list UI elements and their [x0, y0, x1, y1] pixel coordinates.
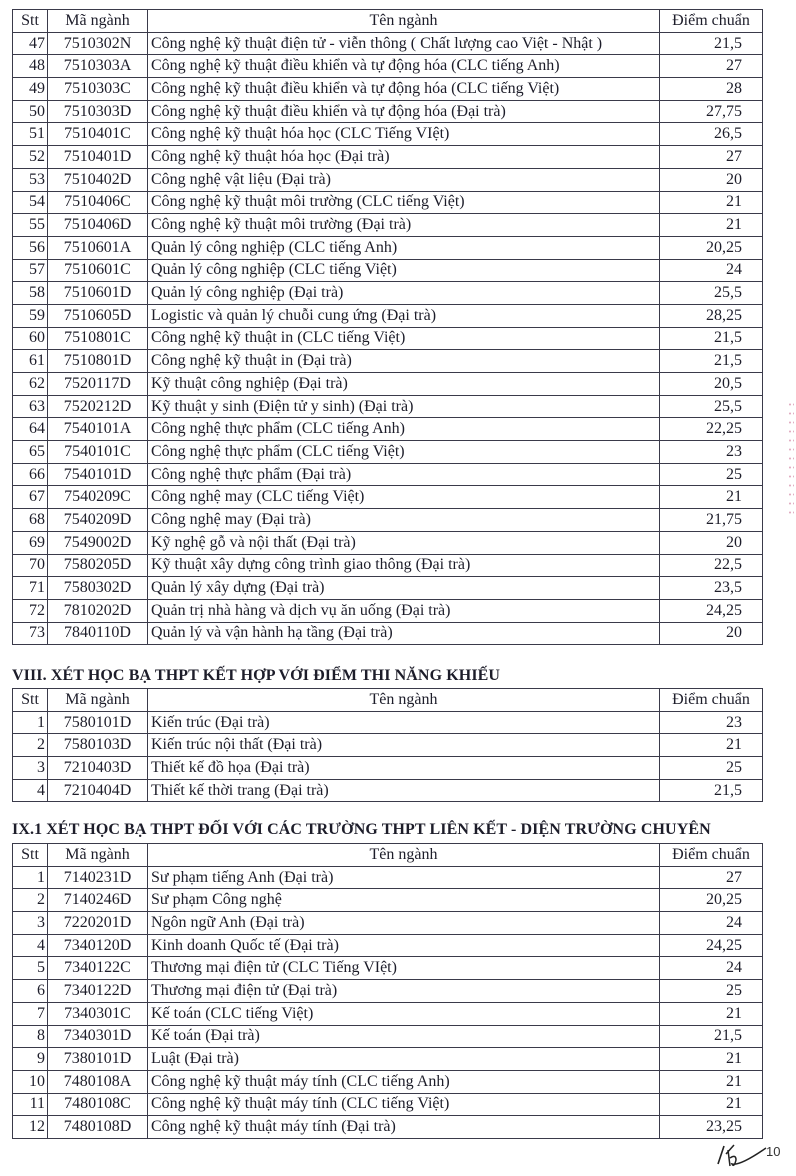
row-code: 7510601C — [48, 259, 148, 282]
row-code: 7520212D — [48, 395, 148, 418]
row-stt: 8 — [13, 1025, 48, 1048]
stamp-mark — [788, 400, 794, 520]
admission-table-ix1 — [12, 843, 763, 1139]
table-row — [13, 191, 763, 214]
row-code: 7140231D — [48, 866, 148, 889]
table-row — [13, 577, 763, 600]
row-code: 7549002D — [48, 531, 148, 554]
row-code: 7210404D — [48, 779, 148, 802]
table-row — [13, 373, 763, 396]
row-code: 7140246D — [48, 889, 148, 912]
row-stt: 49 — [13, 78, 48, 101]
row-score: 24 — [660, 912, 763, 935]
row-score: 25 — [660, 463, 763, 486]
row-stt: 7 — [13, 1002, 48, 1025]
row-name: Quản lý công nghiệp (CLC tiếng Anh) — [148, 236, 660, 259]
row-stt: 52 — [13, 146, 48, 169]
row-score: 27,75 — [660, 100, 763, 123]
row-score: 26,5 — [660, 123, 763, 146]
table-row — [13, 32, 763, 55]
row-name: Kiến trúc nội thất (Đại trà) — [148, 734, 660, 757]
table-row — [13, 934, 763, 957]
row-code: 7540101D — [48, 463, 148, 486]
row-score: 21 — [660, 191, 763, 214]
table-row — [13, 599, 763, 622]
row-stt: 50 — [13, 100, 48, 123]
table-row — [13, 734, 763, 757]
row-code: 7510402D — [48, 168, 148, 191]
row-stt: 53 — [13, 168, 48, 191]
table-row — [13, 711, 763, 734]
row-code: 7510303A — [48, 55, 148, 78]
table-row — [13, 55, 763, 78]
row-score: 20,25 — [660, 236, 763, 259]
row-name: Kỹ nghệ gỗ và nội thất (Đại trà) — [148, 531, 660, 554]
row-stt: 63 — [13, 395, 48, 418]
row-name: Kỹ thuật y sinh (Điện tử y sinh) (Đại trà) — [148, 395, 660, 418]
table-header-row — [13, 844, 763, 867]
header-stt: Stt — [13, 844, 48, 867]
table-row — [13, 554, 763, 577]
row-name: Công nghệ kỹ thuật in (Đại trà) — [148, 350, 660, 373]
row-code: 7480108D — [48, 1116, 148, 1139]
row-score: 24 — [660, 259, 763, 282]
row-name: Công nghệ may (Đại trà) — [148, 509, 660, 532]
row-name: Công nghệ kỹ thuật điều khiển và tự động hóa (CLC tiếng Việt) — [148, 78, 660, 101]
row-code: 7510601A — [48, 236, 148, 259]
row-code: 7340301C — [48, 1002, 148, 1025]
row-code: 7510401C — [48, 123, 148, 146]
row-code: 7540101A — [48, 418, 148, 441]
row-stt: 60 — [13, 327, 48, 350]
row-score: 21 — [660, 486, 763, 509]
row-score: 28,25 — [660, 304, 763, 327]
row-name: Quản lý xây dựng (Đại trà) — [148, 577, 660, 600]
row-score: 20 — [660, 168, 763, 191]
row-score: 22,5 — [660, 554, 763, 577]
row-score: 21,5 — [660, 327, 763, 350]
row-code: 7480108A — [48, 1070, 148, 1093]
row-stt: 71 — [13, 577, 48, 600]
row-name: Thiết kế đồ họa (Đại trà) — [148, 757, 660, 780]
row-stt: 51 — [13, 123, 48, 146]
table-row — [13, 304, 763, 327]
row-name: Công nghệ kỹ thuật môi trường (CLC tiếng Việt) — [148, 191, 660, 214]
table-row — [13, 214, 763, 237]
row-stt: 10 — [13, 1070, 48, 1093]
table-row — [13, 889, 763, 912]
row-score: 23,25 — [660, 1116, 763, 1139]
admission-table-viii — [12, 688, 763, 802]
header-stt: Stt — [13, 10, 48, 33]
row-score: 21,5 — [660, 779, 763, 802]
table-row — [13, 622, 763, 645]
row-name: Công nghệ kỹ thuật môi trường (Đại trà) — [148, 214, 660, 237]
row-code: 7510801C — [48, 327, 148, 350]
row-stt: 73 — [13, 622, 48, 645]
table-row — [13, 1025, 763, 1048]
table-row — [13, 1093, 763, 1116]
row-name: Công nghệ thực phẩm (CLC tiếng Việt) — [148, 441, 660, 464]
row-code: 7510303D — [48, 100, 148, 123]
row-code: 7220201D — [48, 912, 148, 935]
table-row — [13, 168, 763, 191]
header-code: Mã ngành — [48, 844, 148, 867]
row-stt: 4 — [13, 779, 48, 802]
row-name: Kế toán (Đại trà) — [148, 1025, 660, 1048]
row-stt: 72 — [13, 599, 48, 622]
header-stt: Stt — [13, 689, 48, 712]
row-score: 23,5 — [660, 577, 763, 600]
row-score: 27 — [660, 55, 763, 78]
table-row — [13, 957, 763, 980]
row-code: 7510406C — [48, 191, 148, 214]
table-header-row — [13, 10, 763, 33]
row-name: Kinh doanh Quốc tế (Đại trà) — [148, 934, 660, 957]
table-row — [13, 146, 763, 169]
row-stt: 48 — [13, 55, 48, 78]
row-name: Công nghệ vật liệu (Đại trà) — [148, 168, 660, 191]
row-name: Sư phạm tiếng Anh (Đại trà) — [148, 866, 660, 889]
row-name: Kỹ thuật công nghiệp (Đại trà) — [148, 373, 660, 396]
row-score: 20,25 — [660, 889, 763, 912]
row-code: 7340301D — [48, 1025, 148, 1048]
row-stt: 65 — [13, 441, 48, 464]
row-score: 21,5 — [660, 32, 763, 55]
row-score: 21,75 — [660, 509, 763, 532]
table-row — [13, 395, 763, 418]
row-stt: 3 — [13, 757, 48, 780]
table-row — [13, 486, 763, 509]
row-stt: 55 — [13, 214, 48, 237]
table-row — [13, 1070, 763, 1093]
row-score: 21,5 — [660, 350, 763, 373]
row-stt: 58 — [13, 282, 48, 305]
row-score: 25 — [660, 757, 763, 780]
row-name: Quản lý công nghiệp (CLC tiếng Việt) — [148, 259, 660, 282]
row-stt: 69 — [13, 531, 48, 554]
row-stt: 4 — [13, 934, 48, 957]
signature-icon — [712, 1142, 768, 1170]
row-stt: 68 — [13, 509, 48, 532]
table-row — [13, 757, 763, 780]
table-row — [13, 327, 763, 350]
row-stt: 57 — [13, 259, 48, 282]
row-stt: 54 — [13, 191, 48, 214]
row-stt: 64 — [13, 418, 48, 441]
table-row — [13, 123, 763, 146]
row-name: Sư phạm Công nghệ — [148, 889, 660, 912]
row-name: Quản trị nhà hàng và dịch vụ ăn uống (Đại trà) — [148, 599, 660, 622]
header-name: Tên ngành — [148, 844, 660, 867]
table-row — [13, 418, 763, 441]
row-stt: 59 — [13, 304, 48, 327]
row-stt: 9 — [13, 1048, 48, 1071]
table-row — [13, 980, 763, 1003]
table-row — [13, 1002, 763, 1025]
table-row — [13, 463, 763, 486]
row-name: Kiến trúc (Đại trà) — [148, 711, 660, 734]
row-code: 7540209D — [48, 509, 148, 532]
row-stt: 6 — [13, 980, 48, 1003]
row-name: Công nghệ may (CLC tiếng Việt) — [148, 486, 660, 509]
row-name: Công nghệ kỹ thuật máy tính (CLC tiếng Anh) — [148, 1070, 660, 1093]
row-stt: 5 — [13, 957, 48, 980]
row-code: 7540209C — [48, 486, 148, 509]
row-stt: 1 — [13, 866, 48, 889]
header-name: Tên ngành — [148, 10, 660, 33]
page-number: 10 — [766, 1144, 781, 1159]
table-row — [13, 441, 763, 464]
row-score: 25,5 — [660, 282, 763, 305]
row-name: Thiết kế thời trang (Đại trà) — [148, 779, 660, 802]
row-code: 7580205D — [48, 554, 148, 577]
header-code: Mã ngành — [48, 10, 148, 33]
row-score: 25 — [660, 980, 763, 1003]
row-code: 7840110D — [48, 622, 148, 645]
row-code: 7580103D — [48, 734, 148, 757]
row-code: 7510302N — [48, 32, 148, 55]
row-name: Công nghệ thực phẩm (CLC tiếng Anh) — [148, 418, 660, 441]
row-code: 7510801D — [48, 350, 148, 373]
row-stt: 62 — [13, 373, 48, 396]
row-code: 7510303C — [48, 78, 148, 101]
header-code: Mã ngành — [48, 689, 148, 712]
row-stt: 2 — [13, 734, 48, 757]
row-stt: 66 — [13, 463, 48, 486]
row-code: 7520117D — [48, 373, 148, 396]
row-score: 22,25 — [660, 418, 763, 441]
row-stt: 67 — [13, 486, 48, 509]
row-code: 7540101C — [48, 441, 148, 464]
table-row — [13, 100, 763, 123]
row-score: 20 — [660, 622, 763, 645]
table-row — [13, 509, 763, 532]
row-stt: 2 — [13, 889, 48, 912]
row-score: 24,25 — [660, 934, 763, 957]
row-score: 21 — [660, 1070, 763, 1093]
row-stt: 3 — [13, 912, 48, 935]
row-code: 7510605D — [48, 304, 148, 327]
row-stt: 47 — [13, 32, 48, 55]
header-score: Điểm chuẩn — [660, 844, 763, 867]
row-name: Công nghệ kỹ thuật máy tính (Đại trà) — [148, 1116, 660, 1139]
row-score: 21 — [660, 1048, 763, 1071]
row-score: 28 — [660, 78, 763, 101]
table-row — [13, 1048, 763, 1071]
row-score: 24,25 — [660, 599, 763, 622]
table-header-row — [13, 689, 763, 712]
row-stt: 61 — [13, 350, 48, 373]
table-row — [13, 259, 763, 282]
table-row — [13, 912, 763, 935]
row-score: 27 — [660, 146, 763, 169]
row-name: Kỹ thuật xây dựng công trình giao thông (Đại trà) — [148, 554, 660, 577]
row-score: 27 — [660, 866, 763, 889]
table-row — [13, 236, 763, 259]
row-name: Thương mại điện tử (CLC Tiếng VIệt) — [148, 957, 660, 980]
row-code: 7580302D — [48, 577, 148, 600]
row-stt: 56 — [13, 236, 48, 259]
row-code: 7340120D — [48, 934, 148, 957]
row-code: 7510401D — [48, 146, 148, 169]
row-name: Công nghệ kỹ thuật hóa học (Đại trà) — [148, 146, 660, 169]
row-name: Thương mại điện tử (Đại trà) — [148, 980, 660, 1003]
row-name: Quản lý công nghiệp (Đại trà) — [148, 282, 660, 305]
table-row — [13, 531, 763, 554]
row-code: 7480108C — [48, 1093, 148, 1116]
header-score: Điểm chuẩn — [660, 10, 763, 33]
header-score: Điểm chuẩn — [660, 689, 763, 712]
row-score: 23 — [660, 441, 763, 464]
row-score: 20,5 — [660, 373, 763, 396]
row-name: Công nghệ thực phẩm (Đại trà) — [148, 463, 660, 486]
row-name: Công nghệ kỹ thuật in (CLC tiếng Việt) — [148, 327, 660, 350]
row-stt: 70 — [13, 554, 48, 577]
row-code: 7510406D — [48, 214, 148, 237]
row-stt: 1 — [13, 711, 48, 734]
row-code: 7580101D — [48, 711, 148, 734]
row-name: Logistic và quản lý chuỗi cung ứng (Đại trà) — [148, 304, 660, 327]
row-name: Công nghệ kỹ thuật hóa học (CLC Tiếng VIệt) — [148, 123, 660, 146]
table-row — [13, 779, 763, 802]
row-score: 25,5 — [660, 395, 763, 418]
table-row — [13, 1116, 763, 1139]
row-score: 23 — [660, 711, 763, 734]
row-name: Kế toán (CLC tiếng Việt) — [148, 1002, 660, 1025]
table-row — [13, 866, 763, 889]
table-row — [13, 282, 763, 305]
row-score: 21 — [660, 1002, 763, 1025]
header-name: Tên ngành — [148, 689, 660, 712]
row-score: 24 — [660, 957, 763, 980]
section-title-viii: VIII. XÉT HỌC BẠ THPT KẾT HỢP VỚI ĐIỂM THI NĂNG KHIẾU — [12, 667, 501, 684]
row-score: 21 — [660, 734, 763, 757]
row-code: 7380101D — [48, 1048, 148, 1071]
row-code: 7510601D — [48, 282, 148, 305]
row-code: 7340122D — [48, 980, 148, 1003]
row-name: Công nghệ kỹ thuật điều khiển và tự động hóa (CLC tiếng Anh) — [148, 55, 660, 78]
row-name: Luật (Đại trà) — [148, 1048, 660, 1071]
row-score: 20 — [660, 531, 763, 554]
admission-table-continued — [12, 9, 763, 645]
row-code: 7210403D — [48, 757, 148, 780]
table-row — [13, 350, 763, 373]
row-name: Quản lý và vận hành hạ tầng (Đại trà) — [148, 622, 660, 645]
row-code: 7810202D — [48, 599, 148, 622]
row-score: 21 — [660, 214, 763, 237]
section-title-ix1: IX.1 XÉT HỌC BẠ THPT ĐỐI VỚI CÁC TRƯỜNG THPT LIÊN KẾT - DIỆN TRƯỜNG CHUYÊN — [12, 821, 711, 838]
row-score: 21 — [660, 1093, 763, 1116]
row-name: Ngôn ngữ Anh (Đại trà) — [148, 912, 660, 935]
row-stt: 11 — [13, 1093, 48, 1116]
row-name: Công nghệ kỹ thuật máy tính (CLC tiếng Việt) — [148, 1093, 660, 1116]
row-score: 21,5 — [660, 1025, 763, 1048]
row-name: Công nghệ kỹ thuật điều khiển và tự động hóa (Đại trà) — [148, 100, 660, 123]
table-row — [13, 78, 763, 101]
row-code: 7340122C — [48, 957, 148, 980]
row-name: Công nghệ kỹ thuật điện tử - viễn thông ( Chất lượng cao Việt - Nhật ) — [148, 32, 660, 55]
row-stt: 12 — [13, 1116, 48, 1139]
